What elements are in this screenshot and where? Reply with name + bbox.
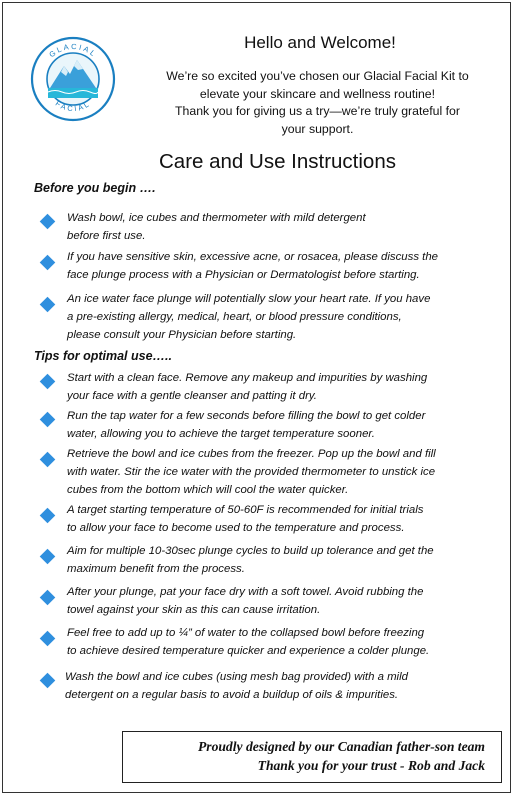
item-line: Feel free to add up to ¼” of water to the collapsed bowl before freezing [67, 627, 425, 639]
footer-box [122, 731, 502, 783]
welcome-line: We’re so excited you’ve chosen our Glacial Facial Kit to [166, 69, 469, 83]
welcome-line: elevate your skincare and wellness routine! [199, 86, 436, 101]
item-line: detergent on a regular basis to avoid a buildup of oils & impurities. [65, 688, 399, 701]
welcome-line: Thank you for giving us a try—we’re truly grateful for [175, 104, 460, 119]
logo-text-bottom: FACIAL [53, 98, 93, 114]
item-line: cubes from the bottom which will cool the water quicker. [67, 483, 349, 496]
item-line: with water. Stir the ice water with the provided thermometer to unstick ice [67, 465, 436, 478]
tips-heading: Tips for optimal use….. [34, 349, 172, 363]
welcome-line: your support. [281, 121, 354, 136]
item-line: water, allowing you to achieve the target temperature sooner. [67, 427, 375, 440]
item-line: towel against your skin as this can cause irritation. [67, 603, 321, 616]
item-line: Aim for multiple 10-30sec plunge cycles to build up tolerance and get the [67, 545, 434, 557]
logo-text-top: GLACIAL [47, 41, 99, 60]
item-line: to achieve desired temperature quicker and experience a colder plunge. [67, 644, 430, 657]
item-line: a pre-existing allergy, medical, heart, or blood pressure conditions, [67, 310, 402, 323]
footer-line-thanks: Thank you for your trust - Rob and Jack [257, 757, 485, 773]
item-line: face plunge process with a Physician or Dermatologist before starting. [67, 268, 420, 281]
glacial-facial-logo [30, 36, 116, 122]
item-line: An ice water face plunge will potentially slow your heart rate. If you have [67, 293, 431, 305]
item-line: Retrieve the bowl and ice cubes from the freezer. Pop up the bowl and fill [67, 448, 436, 460]
item-line: A target starting temperature of 50-60F is recommended for initial trials [67, 504, 424, 516]
item-line: please consult your Physician before starting. [67, 328, 297, 341]
item-line: maximum benefit from the process. [67, 562, 245, 575]
item-line: to allow your face to become used to the temperature and process. [67, 521, 405, 534]
item-line: Wash bowl, ice cubes and thermometer with mild detergent [67, 212, 366, 224]
item-line: Run the tap water for a few seconds before filling the bowl to get colder [67, 410, 426, 422]
item-line: Start with a clean face. Remove any makeup and impurities by washing [67, 372, 428, 384]
item-line: your face with a gentle cleanser and patting it dry. [67, 389, 317, 402]
item-line: If you have sensitive skin, excessive acne, or rosacea, please discuss the [67, 251, 439, 263]
instructions-title: Care and Use Instructions [158, 150, 396, 173]
welcome-message [145, 68, 490, 138]
before-heading: Before you begin …. [34, 181, 156, 195]
footer-line-designed: Proudly designed by our Canadian father-son team [197, 739, 485, 754]
item-line: before first use. [67, 229, 146, 242]
item-line: Wash the bowl and ice cubes (using mesh bag provided) with a mild [65, 671, 408, 683]
item-line: After your plunge, pat your face dry with a soft towel. Avoid rubbing the [67, 586, 424, 598]
welcome-title: Hello and Welcome! [244, 33, 396, 52]
